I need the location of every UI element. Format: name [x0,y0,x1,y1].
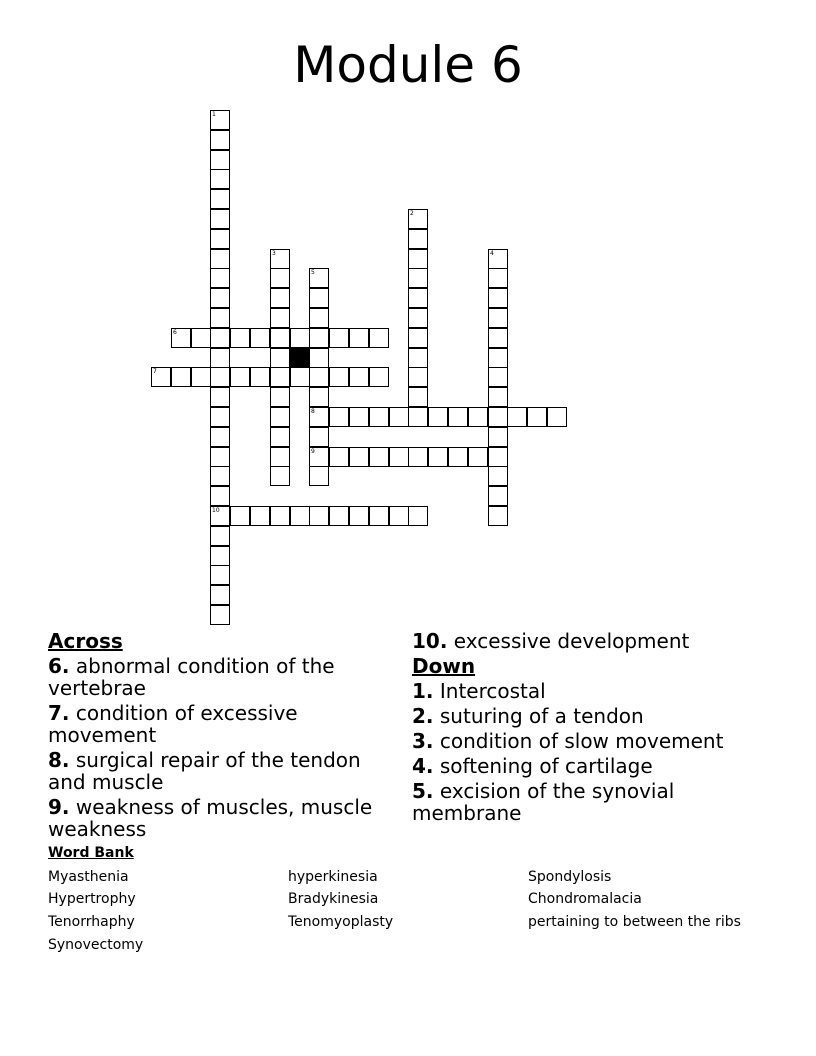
grid-clue-number: 8 [311,408,315,415]
clues-left-column [48,630,378,840]
grid-cell[interactable] [488,328,508,348]
grid-cell[interactable] [151,367,171,387]
clue-number: 4. [412,754,434,778]
clue-text: abnormal condition of the vertebrae [48,654,335,700]
clue-across-7 [48,702,378,746]
word-bank-item: Tenorrhaphy [48,914,135,930]
grid-cell[interactable] [270,268,290,288]
grid-cell[interactable] [389,407,409,427]
grid-cell[interactable] [230,328,250,348]
grid-cell[interactable] [210,486,230,506]
grid-cell[interactable] [171,328,191,348]
clue-across-6 [48,655,378,699]
grid-cell[interactable] [309,427,329,447]
grid-cell[interactable] [270,387,290,407]
grid-cell[interactable] [290,367,310,387]
grid-cell[interactable] [171,367,191,387]
grid-cell[interactable] [210,288,230,308]
clues-right-column [412,630,752,824]
word-bank-item: hyperkinesia [288,869,378,885]
grid-cell[interactable] [210,209,230,229]
grid-block-cell [290,348,310,368]
grid-cell[interactable] [408,268,428,288]
grid-cell[interactable] [270,367,290,387]
grid-cell[interactable] [210,506,230,526]
clue-number: 5. [412,779,434,803]
page-title: Module 6 [293,36,523,94]
clue-number: 10. [412,629,448,653]
grid-cell[interactable] [191,328,211,348]
grid-cell[interactable] [270,466,290,486]
grid-cell[interactable] [270,427,290,447]
grid-clue-number: 5 [311,269,315,276]
grid-clue-number: 7 [153,368,157,375]
grid-cell[interactable] [488,466,508,486]
grid-cell[interactable] [389,447,409,467]
grid-cell[interactable] [488,407,508,427]
clue-number: 3. [412,729,434,753]
grid-cell[interactable] [349,447,369,467]
clue-number: 7. [48,701,70,725]
grid-cell[interactable] [488,367,508,387]
grid-cell[interactable] [488,288,508,308]
grid-cell[interactable] [210,565,230,585]
grid-cell[interactable] [408,387,428,407]
clue-number: 2. [412,704,434,728]
grid-cell[interactable] [488,249,508,269]
clue-down-1 [412,680,752,702]
grid-cell[interactable] [408,249,428,269]
grid-cell[interactable] [428,407,448,427]
grid-cell[interactable] [349,328,369,348]
grid-cell[interactable] [408,288,428,308]
word-bank-item: Tenomyoplasty [288,914,394,930]
grid-cell[interactable] [230,367,250,387]
word-bank-item: Synovectomy [48,937,144,953]
clue-down-4 [412,755,752,777]
word-bank-title: Word Bank [48,845,134,861]
word-bank-item: pertaining to between the ribs [528,914,741,930]
grid-cell[interactable] [270,288,290,308]
grid-cell[interactable] [408,407,428,427]
grid-cell[interactable] [270,407,290,427]
grid-cell[interactable] [389,506,409,526]
grid-cell[interactable] [488,447,508,467]
grid-cell[interactable] [210,348,230,368]
grid-cell[interactable] [408,447,428,467]
grid-cell[interactable] [270,308,290,328]
clue-text: suturing of a tendon [439,704,644,728]
grid-cell[interactable] [309,466,329,486]
grid-cell[interactable] [250,328,270,348]
grid-cell[interactable] [210,427,230,447]
grid-cell[interactable] [309,447,329,467]
clue-number: 8. [48,748,70,772]
grid-cell[interactable] [448,407,468,427]
grid-cell[interactable] [329,328,349,348]
clue-across-8 [48,749,378,793]
grid-cell[interactable] [369,328,389,348]
grid-cell[interactable] [210,189,230,209]
grid-cell[interactable] [329,367,349,387]
grid-cell[interactable] [448,447,468,467]
grid-cell[interactable] [210,308,230,328]
grid-cell[interactable] [468,407,488,427]
grid-clue-number: 9 [311,448,315,455]
word-bank-item: Myasthenia [48,869,129,885]
clue-text: surgical repair of the tendon and muscle [48,748,361,794]
grid-clue-number: 3 [272,250,276,257]
grid-cell[interactable] [210,130,230,150]
clue-text: excision of the synovial membrane [412,779,675,825]
grid-cell[interactable] [488,506,508,526]
grid-cell[interactable] [349,367,369,387]
grid-cell[interactable] [210,585,230,605]
grid-clue-number: 2 [410,210,414,217]
clue-text: weakness of muscles, muscle weakness [48,795,373,841]
grid-cell[interactable] [210,169,230,189]
grid-cell[interactable] [270,249,290,269]
grid-cell[interactable] [547,407,567,427]
grid-cell[interactable] [290,328,310,348]
grid-cell[interactable] [210,110,230,130]
grid-cell[interactable] [270,328,290,348]
grid-cell[interactable] [468,447,488,467]
grid-cell[interactable] [408,328,428,348]
grid-cell[interactable] [309,328,329,348]
grid-cell[interactable] [408,209,428,229]
grid-cell[interactable] [349,506,369,526]
clue-text: condition of slow movement [439,729,724,753]
grid-cell[interactable] [309,407,329,427]
clue-number: 9. [48,795,70,819]
grid-cell[interactable] [210,526,230,546]
grid-clue-number: 10 [212,507,220,514]
grid-cell[interactable] [290,506,310,526]
grid-cell[interactable] [408,348,428,368]
grid-cell[interactable] [210,605,230,625]
clue-number: 1. [412,679,434,703]
grid-cell[interactable] [488,308,508,328]
grid-cell[interactable] [210,546,230,566]
grid-cell[interactable] [369,407,389,427]
clue-across-10 [412,630,752,652]
clue-down-3 [412,730,752,752]
grid-cell[interactable] [309,506,329,526]
grid-cell[interactable] [488,427,508,447]
grid-cell[interactable] [210,268,230,288]
clue-text: condition of excessive movement [48,701,298,747]
grid-cell[interactable] [309,348,329,368]
word-bank-item: Hypertrophy [48,891,136,907]
grid-cell[interactable] [488,348,508,368]
grid-cell[interactable] [191,367,211,387]
grid-cell[interactable] [270,506,290,526]
grid-cell[interactable] [210,249,230,269]
grid-cell[interactable] [369,447,389,467]
grid-cell[interactable] [329,447,349,467]
grid-cell[interactable] [408,308,428,328]
grid-cell[interactable] [408,229,428,249]
clue-number: 6. [48,654,70,678]
clue-text: softening of cartilage [439,754,653,778]
grid-cell[interactable] [527,407,547,427]
across-heading: Across [48,629,123,653]
grid-cell[interactable] [428,447,448,467]
grid-cell[interactable] [349,407,369,427]
grid-cell[interactable] [230,506,250,526]
grid-cell[interactable] [507,407,527,427]
grid-cell[interactable] [309,288,329,308]
grid-cell[interactable] [369,506,389,526]
word-bank-item: Chondromalacia [528,891,642,907]
clue-text: Intercostal [439,679,546,703]
grid-cell[interactable] [210,150,230,170]
grid-cell[interactable] [309,367,329,387]
grid-cell[interactable] [488,268,508,288]
clue-down-2 [412,705,752,727]
grid-cell[interactable] [250,367,270,387]
grid-cell[interactable] [309,268,329,288]
grid-cell[interactable] [270,447,290,467]
grid-cell[interactable] [210,328,230,348]
grid-cell[interactable] [210,407,230,427]
clue-across-9 [48,796,378,840]
grid-cell[interactable] [488,486,508,506]
grid-cell[interactable] [369,367,389,387]
grid-cell[interactable] [270,348,290,368]
grid-clue-number: 6 [173,329,177,336]
down-heading: Down [412,654,476,678]
grid-cell[interactable] [408,506,428,526]
grid-cell[interactable] [210,466,230,486]
grid-cell[interactable] [488,387,508,407]
clue-text: excessive development [453,629,690,653]
grid-cell[interactable] [210,387,230,407]
grid-clue-number: 4 [490,250,494,257]
grid-cell[interactable] [210,447,230,467]
grid-cell[interactable] [210,367,230,387]
word-bank-item: Bradykinesia [288,891,379,907]
grid-cell[interactable] [329,506,349,526]
grid-cell[interactable] [408,367,428,387]
grid-cell[interactable] [309,387,329,407]
grid-cell[interactable] [210,229,230,249]
grid-clue-number: 1 [212,111,216,118]
clue-down-5 [412,780,752,824]
grid-cell[interactable] [329,407,349,427]
grid-cell[interactable] [250,506,270,526]
word-bank-item: Spondylosis [528,869,612,885]
grid-cell[interactable] [309,308,329,328]
